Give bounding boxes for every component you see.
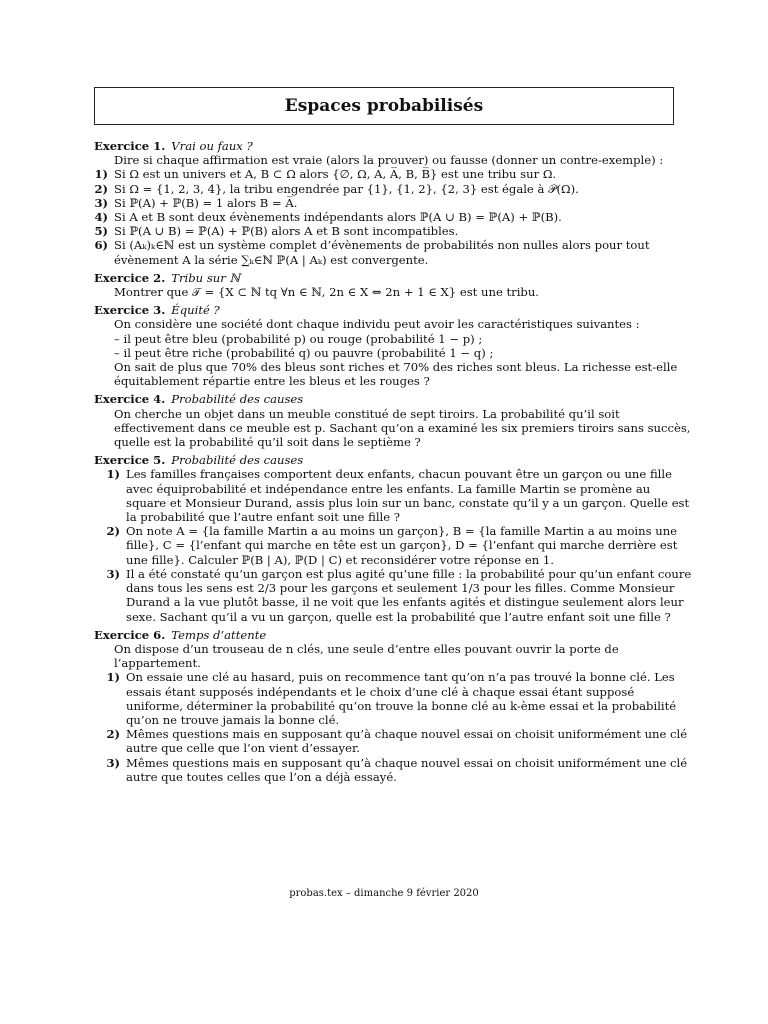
item-number: 2) bbox=[94, 181, 108, 196]
exercise-item bbox=[94, 238, 694, 266]
exercise-item bbox=[94, 167, 694, 181]
item-text: Si A et B sont deux évènements indépendants alors ℙ(A ∪ B) = ℙ(A) + ℙ(B). bbox=[114, 210, 562, 225]
exercise-number: Exercice 5. bbox=[94, 453, 166, 468]
exercise-1 bbox=[94, 139, 694, 267]
item-text: Si (Aₖ)ₖ∈ℕ est un système complet d’évènements de probabilités non nulles alors pour tout évènement A la série ∑ₖ∈ℕ ℙ(A | Aₖ) est convergente. bbox=[114, 238, 650, 267]
exercise-item bbox=[94, 756, 694, 784]
item-text: Mêmes questions mais en supposant qu’à chaque nouvel essai on choisit uniformément une clé autre que celle que l’on vient d’essayer. bbox=[126, 727, 688, 756]
exercise-header bbox=[94, 139, 694, 153]
item-text: Les familles françaises comportent deux enfants, chacun pouvant être un garçon ou une fille avec équiprobabilité et indépendance entre les enfants. La famille Martin se promène au square et Monsieur Durand, assis plus loin sur un banc, constate qu’il y a un garçon. Quelle est la probabilité que l’autre enfant soit une fille ? bbox=[126, 467, 690, 525]
item-text: On note A = {la famille Martin a au moins un garçon}, B = {la famille Martin a au moins une fille}, C = {l’enfant qui marche en tête est un garçon}, D = {l’enfant qui marche derrière est une fille}. Calculer ℙ(B | A), ℙ(D | C) et reconsidérer votre réponse en 1. bbox=[126, 524, 678, 567]
item-text: On essaie une clé au hasard, puis on recommence tant qu’on n’a pas trouvé la bonne clé. Les essais étant supposés indépendants et le choix d’une clé à chaque essai étant supposé uniforme, déterminer la probabilité qu’on trouve la bonne clé au k-ème essai et la probabilité qu’on ne trouve jamais la bonne clé. bbox=[126, 670, 677, 727]
item-number: 3) bbox=[106, 566, 120, 581]
exercise-item bbox=[94, 727, 694, 755]
exercise-title: Probabilité des causes bbox=[171, 392, 304, 407]
item-text: Mêmes questions mais en supposant qu’à chaque nouvel essai on choisit uniformément une clé autre que toutes celles que l’on a déjà essayé. bbox=[126, 755, 688, 784]
exercise-item bbox=[94, 670, 694, 727]
exercise-5 bbox=[94, 453, 694, 623]
exercise-item bbox=[94, 524, 694, 567]
exercise-2 bbox=[94, 271, 694, 299]
exercise-item bbox=[94, 224, 694, 238]
exercise-line: – il peut être riche (probabilité q) ou pauvre (probabilité 1 − q) ; bbox=[114, 345, 494, 360]
exercise-intro: Dire si chaque affirmation est vraie (alors la prouver) ou fausse (donner un contre-exemple) : bbox=[114, 153, 664, 168]
exercise-intro: On dispose d’un trouseau de n clés, une seule d’entre elles pouvant ouvrir la porte de l’appartement. bbox=[114, 641, 619, 671]
item-number: 1) bbox=[106, 467, 120, 482]
exercise-4 bbox=[94, 392, 694, 449]
exercise-title: Temps d’attente bbox=[171, 627, 267, 642]
exercise-intro: On cherche un objet dans un meuble constitué de sept tiroirs. La probabilité qu’il soit effectivement dans ce meuble est p. Sachant qu’on a examiné les six premiers tiroirs sans succès, quelle est la probabilité qu’il soit dans le septième ? bbox=[114, 406, 691, 450]
item-number: 3) bbox=[94, 195, 108, 210]
exercise-header bbox=[94, 303, 694, 317]
exercise-header bbox=[94, 271, 694, 285]
exercise-item bbox=[94, 196, 694, 210]
exercise-item bbox=[94, 567, 694, 624]
exercise-header bbox=[94, 392, 694, 406]
exercise-line: On sait de plus que 70% des bleus sont riches et 70% des riches sont bleus. La richesse est-elle équitablement répartie entre les bleus et les rouges ? bbox=[114, 360, 678, 389]
item-number: 6) bbox=[94, 238, 108, 253]
exercise-item bbox=[94, 467, 694, 524]
item-text: Si Ω = {1, 2, 3, 4}, la tribu engendrée par {1}, {1, 2}, {2, 3} est égale à 𝒫(Ω). bbox=[114, 181, 579, 196]
page-footer: probas.tex – dimanche 9 février 2020 bbox=[289, 888, 479, 899]
exercise-title: Tribu sur ℕ bbox=[171, 270, 241, 285]
exercise-header bbox=[94, 453, 694, 467]
exercise-number: Exercice 6. bbox=[94, 627, 166, 642]
exercise-line: – il peut être bleu (probabilité p) ou rouge (probabilité 1 − p) ; bbox=[114, 331, 483, 346]
exercise-title: Équité ? bbox=[171, 303, 220, 318]
item-text: Si ℙ(A ∪ B) = ℙ(A) + ℙ(B) alors A et B sont incompatibles. bbox=[114, 224, 459, 239]
exercise-list bbox=[94, 139, 694, 788]
item-number: 2) bbox=[106, 727, 120, 742]
exercise-3 bbox=[94, 303, 694, 388]
page-title: Espaces probabilisés bbox=[284, 95, 484, 116]
exercise-title: Probabilité des causes bbox=[171, 453, 304, 468]
exercise-number: Exercice 4. bbox=[94, 392, 166, 407]
item-number: 1) bbox=[106, 670, 120, 685]
exercise-intro: Montrer que 𝒯 = {X ⊂ ℕ tq ∀n ∈ ℕ, 2n ∈ X ⇔ 2n + 1 ∈ X} est une tribu. bbox=[114, 285, 539, 300]
exercise-number: Exercice 2. bbox=[94, 270, 166, 285]
exercise-number: Exercice 3. bbox=[94, 303, 166, 318]
exercise-item bbox=[94, 210, 694, 224]
exercise-6 bbox=[94, 628, 694, 784]
item-number: 4) bbox=[94, 210, 108, 225]
item-number: 2) bbox=[106, 524, 120, 539]
item-number: 5) bbox=[94, 224, 108, 239]
exercise-intro: On considère une société dont chaque individu peut avoir les caractéristiques suivantes : bbox=[114, 317, 640, 332]
item-text: Si ℙ(A) + ℙ(B) = 1 alors B = A̅. bbox=[114, 195, 298, 210]
exercise-title: Vrai ou faux ? bbox=[171, 139, 253, 153]
item-number: 3) bbox=[106, 755, 120, 770]
title-box bbox=[94, 87, 674, 125]
exercise-header bbox=[94, 628, 694, 642]
item-text: Si Ω est un univers et A, B ⊂ Ω alors {∅, Ω, A, A̅, B, B̅} est une tribu sur Ω. bbox=[114, 167, 557, 182]
item-text: Il a été constaté qu’un garçon est plus agité qu’une fille : la probabilité pour qu’un enfant coure dans tous les sens est 2/3 pour les garçons et seulement 1/3 pour les filles. Comme Monsieur Durand a la vue plutôt basse, il ne voit que les enfants agités et distingue seulement alors leur sexe. Sachant qu’il a vu un garçon, quelle est la probabilité que l’autre enfant soit une fille ? bbox=[126, 566, 692, 624]
exercise-number: Exercice 1. bbox=[94, 139, 166, 153]
exercise-item bbox=[94, 182, 694, 196]
item-number: 1) bbox=[94, 167, 108, 182]
